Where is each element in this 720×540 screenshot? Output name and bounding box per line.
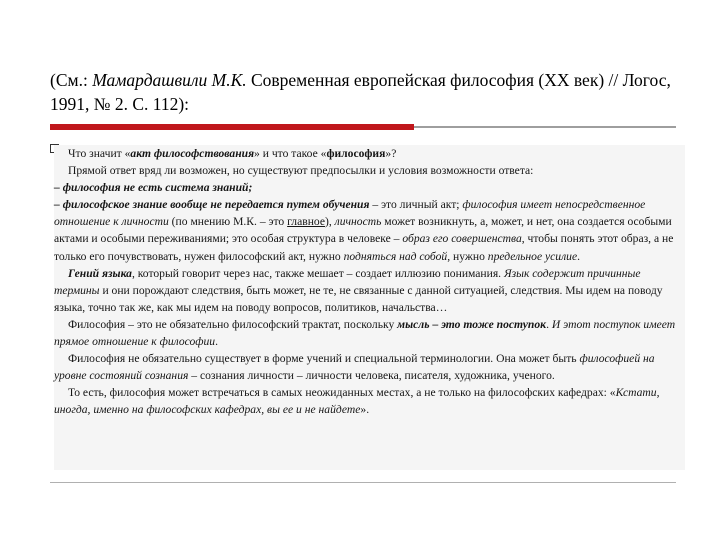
title-prefix: (См.:: [50, 70, 93, 90]
footer-divider: [50, 482, 676, 483]
title-divider-accent: [50, 124, 414, 130]
title-source: Современная европейская философия (XX век) // Логос, 1991, № 2. С. 112):: [50, 70, 671, 114]
paragraph-consciousness: Философия не обязательно существует в форме учений и специальной терминологии. Она может быть философией на уровне состояний сознания – сознания личности – личности человека, писателя, художника, ученого.: [54, 352, 655, 383]
paragraph-thesis-1: – философия не есть система знаний;: [54, 181, 253, 195]
paragraph-thesis-2: – философское знание вообще не передается путем обучения – это личный акт; философия имеет непосредственное отношение к личности (по мнению М.К. – это главное), личность может возникнуть, а, может, и нет, она создается особыми актами и особыми переживаниями; это особая структура в человеке – образ его совершенства, чтобы понять этот образ, а не только его почувствовать, нужен философский акт, нужно подняться над собой, нужно предельное усилие.: [54, 198, 674, 263]
slide-title: [50, 68, 690, 116]
title-author: Мамардашвили М.К.: [92, 70, 247, 90]
paragraph-question: Что значит «акт философствования» и что такое «философия»?: [68, 147, 397, 160]
paragraph-departments: То есть, философия может встречаться в самых неожиданных местах, а не только на философских кафедрах: «Кстати, иногда, именно на философских кафедрах, вы ее и не найдете».: [54, 386, 660, 417]
paragraph-language: Гений языка, который говорит через нас, также мешает – создает иллюзию понимания. Язык содержит причинные термины и они порождают следствия, быть может, не те, не связанные с данной ситуацией, следствия. Мы идем на поводу языка, точно так же, как мы идем на поводу вопросов, политиков, начальства…: [54, 266, 663, 314]
paragraph-answer: Прямой ответ вряд ли возможен, но существуют предпосылки и условия возможности ответа:: [68, 164, 534, 178]
paragraph-act: Философия – это не обязательно философский трактат, поскольку мысль – это тоже поступок. И этот поступок имеет прямое отношение к философии.: [54, 317, 676, 349]
quote-text-block: [54, 145, 685, 470]
